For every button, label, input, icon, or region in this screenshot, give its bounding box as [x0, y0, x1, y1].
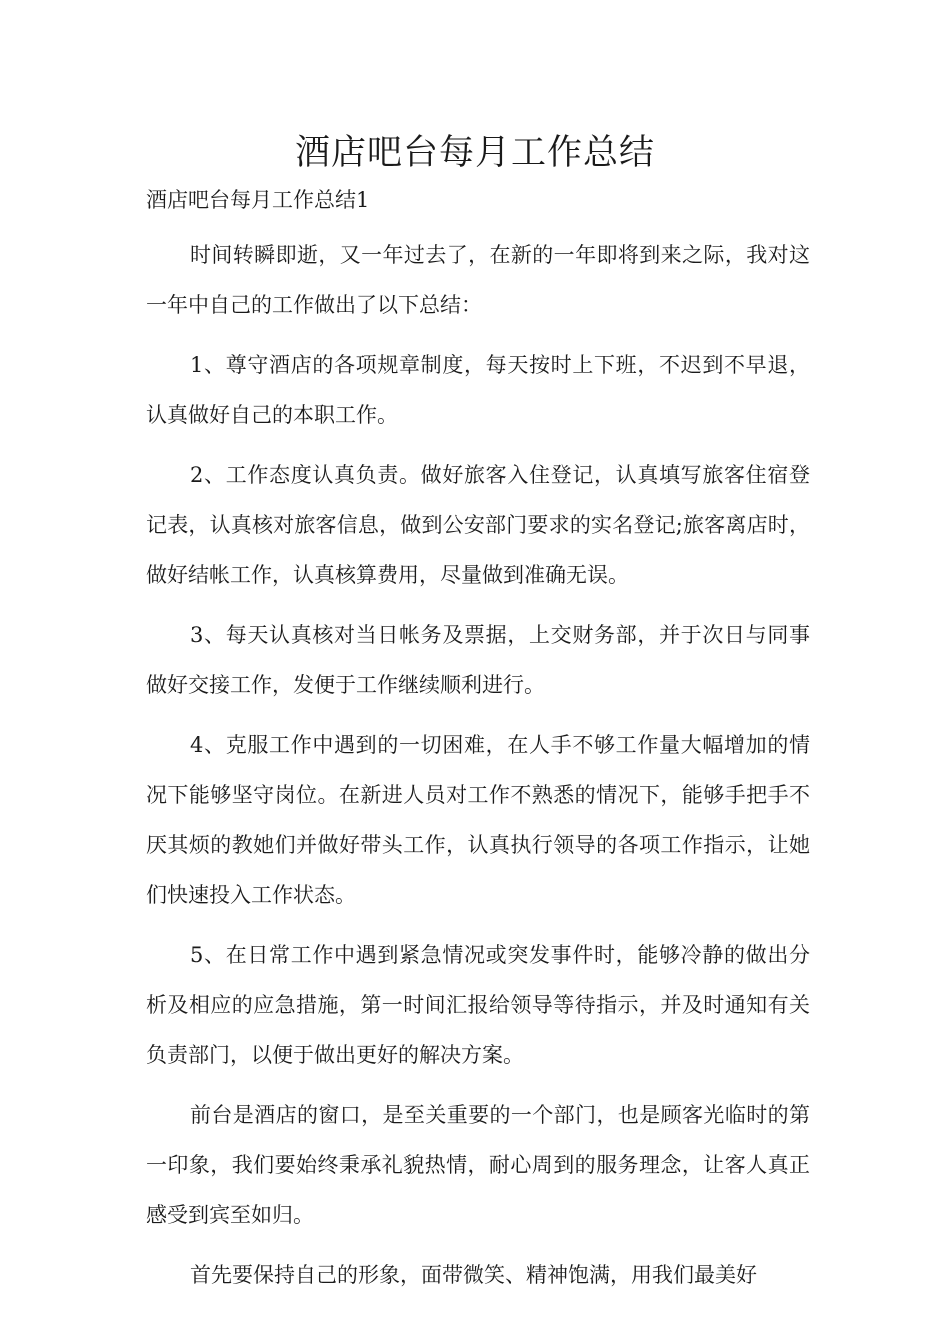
paragraph-item-1: 1、尊守酒店的各项规章制度，每天按时上下班，不迟到不早退，认真做好自己的本职工作。	[146, 353, 810, 427]
section-heading: 酒店吧台每月工作总结1	[146, 188, 370, 212]
paragraph-image: 首先要保持自己的形象，面带微笑、精神饱满，用我们最美好	[190, 1263, 757, 1287]
paragraph-item-3: 3、每天认真核对当日帐务及票据，上交财务部，并于次日与同事做好交接工作，发便于工作继续顺利进行。	[146, 623, 810, 697]
paragraph-front-desk: 前台是酒店的窗口，是至关重要的一个部门，也是顾客光临时的第一印象，我们要始终秉承礼貌热情，耐心周到的服务理念，让客人真正感受到宾至如归。	[146, 1103, 810, 1227]
paragraph-item-4: 4、克服工作中遇到的一切困难，在人手不够工作量大幅增加的情况下能够坚守岗位。在新进人员对工作不熟悉的情况下，能够手把手不厌其烦的教她们并做好带头工作，认真执行领导的各项工作指示，让她们快速投入工作状态。	[146, 733, 810, 907]
document-title: 酒店吧台每月工作总结	[294, 133, 655, 173]
paragraph-intro: 时间转瞬即逝，又一年过去了，在新的一年即将到来之际，我对这一年中自己的工作做出了以下总结：	[146, 243, 810, 317]
document-body	[146, 230, 810, 1310]
paragraph-item-5: 5、在日常工作中遇到紧急情况或突发事件时，能够冷静的做出分析及相应的应急措施，第一时间汇报给领导等待指示，并及时通知有关负责部门，以便于做出更好的解决方案。	[146, 943, 810, 1067]
paragraph-item-2: 2、工作态度认真负责。做好旅客入住登记，认真填写旅客住宿登记表，认真核对旅客信息，做到公安部门要求的实名登记;旅客离店时，做好结帐工作，认真核算费用，尽量做到准确无误。	[146, 463, 810, 587]
